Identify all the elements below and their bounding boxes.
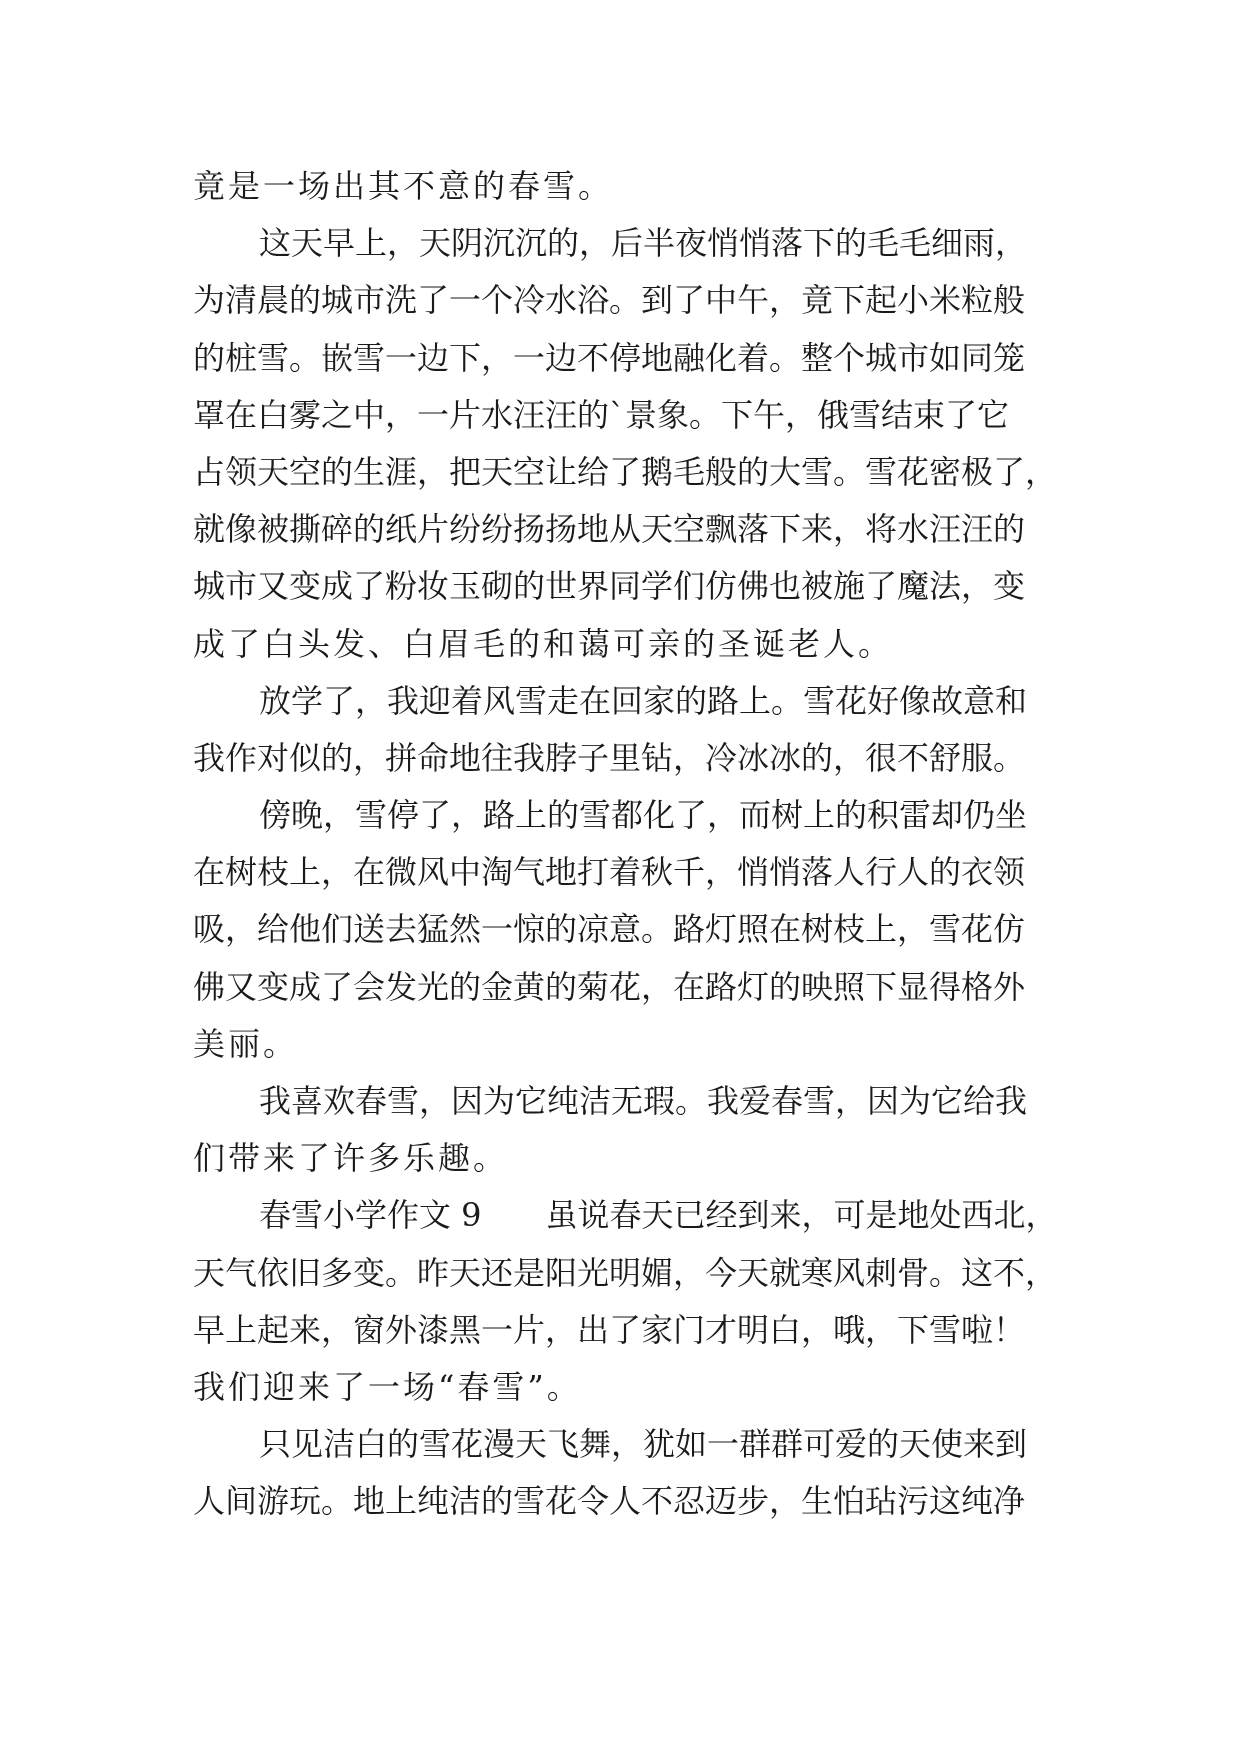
text-line: 人间游玩。地上纯洁的雪花令人不忍迈步，生怕玷污这纯净	[193, 1482, 1026, 1521]
text-line: 就像被撕碎的纸片纷纷扬扬地从天空飘落下来，将水汪汪的	[193, 510, 1026, 549]
text-line: 我喜欢春雪，因为它纯洁无瑕。我爱春雪，因为它给我	[259, 1082, 1028, 1120]
text-line: 我作对似的，拼命地往我脖子里钻，冷冰冰的，很不舒服。	[193, 738, 1026, 777]
text-line: 城市又变成了粉妆玉砌的世界同学们仿佛也被施了魔法，变	[193, 567, 1026, 606]
text-line: 春雪小学作文 9 虽说春天已经到来，可是地处西北，	[259, 1196, 1058, 1235]
text-line: 佛又变成了会发光的金黄的菊花，在路灯的映照下显得格外	[193, 967, 1026, 1006]
text-line: 我们迎来了一场“春雪”。	[193, 1367, 582, 1406]
document-body	[193, 158, 1063, 1531]
text-line: 美丽。	[193, 1024, 299, 1063]
text-line: 只见洁白的雪花漫天飞舞，犹如一群群可爱的天使来到	[259, 1425, 1028, 1464]
text-line: 占领天空的生涯，把天空让给了鹅毛般的大雪。雪花密极了，	[193, 452, 1058, 491]
text-line: 们带来了许多乐趣。	[193, 1139, 509, 1178]
text-line: 吸，给他们送去猛然一惊的凉意。路灯照在树枝上，雪花仿	[193, 910, 1026, 949]
text-line: 早上起来，窗外漆黑一片，出了家门才明白，哦，下雪啦！	[193, 1310, 1026, 1349]
text-line: 为清晨的城市洗了一个冷水浴。到了中午，竟下起小米粒般	[193, 281, 1026, 320]
text-line: 的桩雪。嵌雪一边下，一边不停地融化着。整个城市如同笼	[193, 338, 1026, 377]
text-line: 放学了，我迎着风雪走在回家的路上。雪花好像故意和	[259, 681, 1028, 720]
text-line: 罩在白雾之中，一片水汪汪的`景象。下午，俄雪结束了它	[193, 395, 1010, 434]
text-line: 这天早上，天阴沉沉的，后半夜悄悄落下的毛毛细雨，	[259, 224, 1028, 263]
text-line: 天气依旧多变。昨天还是阳光明媚，今天就寒风刺骨。这不，	[193, 1253, 1058, 1292]
text-line: 傍晚，雪停了，路上的雪都化了，而树上的积雷却仍坐	[259, 796, 1028, 835]
text-line: 竟是一场出其不意的春雪。	[193, 167, 614, 205]
text-line: 在树枝上，在微风中淘气地打着秋千，悄悄落人行人的衣领	[193, 853, 1026, 892]
text-line: 成了白头发、白眉毛的和蔼可亲的圣诞老人。	[193, 624, 894, 663]
